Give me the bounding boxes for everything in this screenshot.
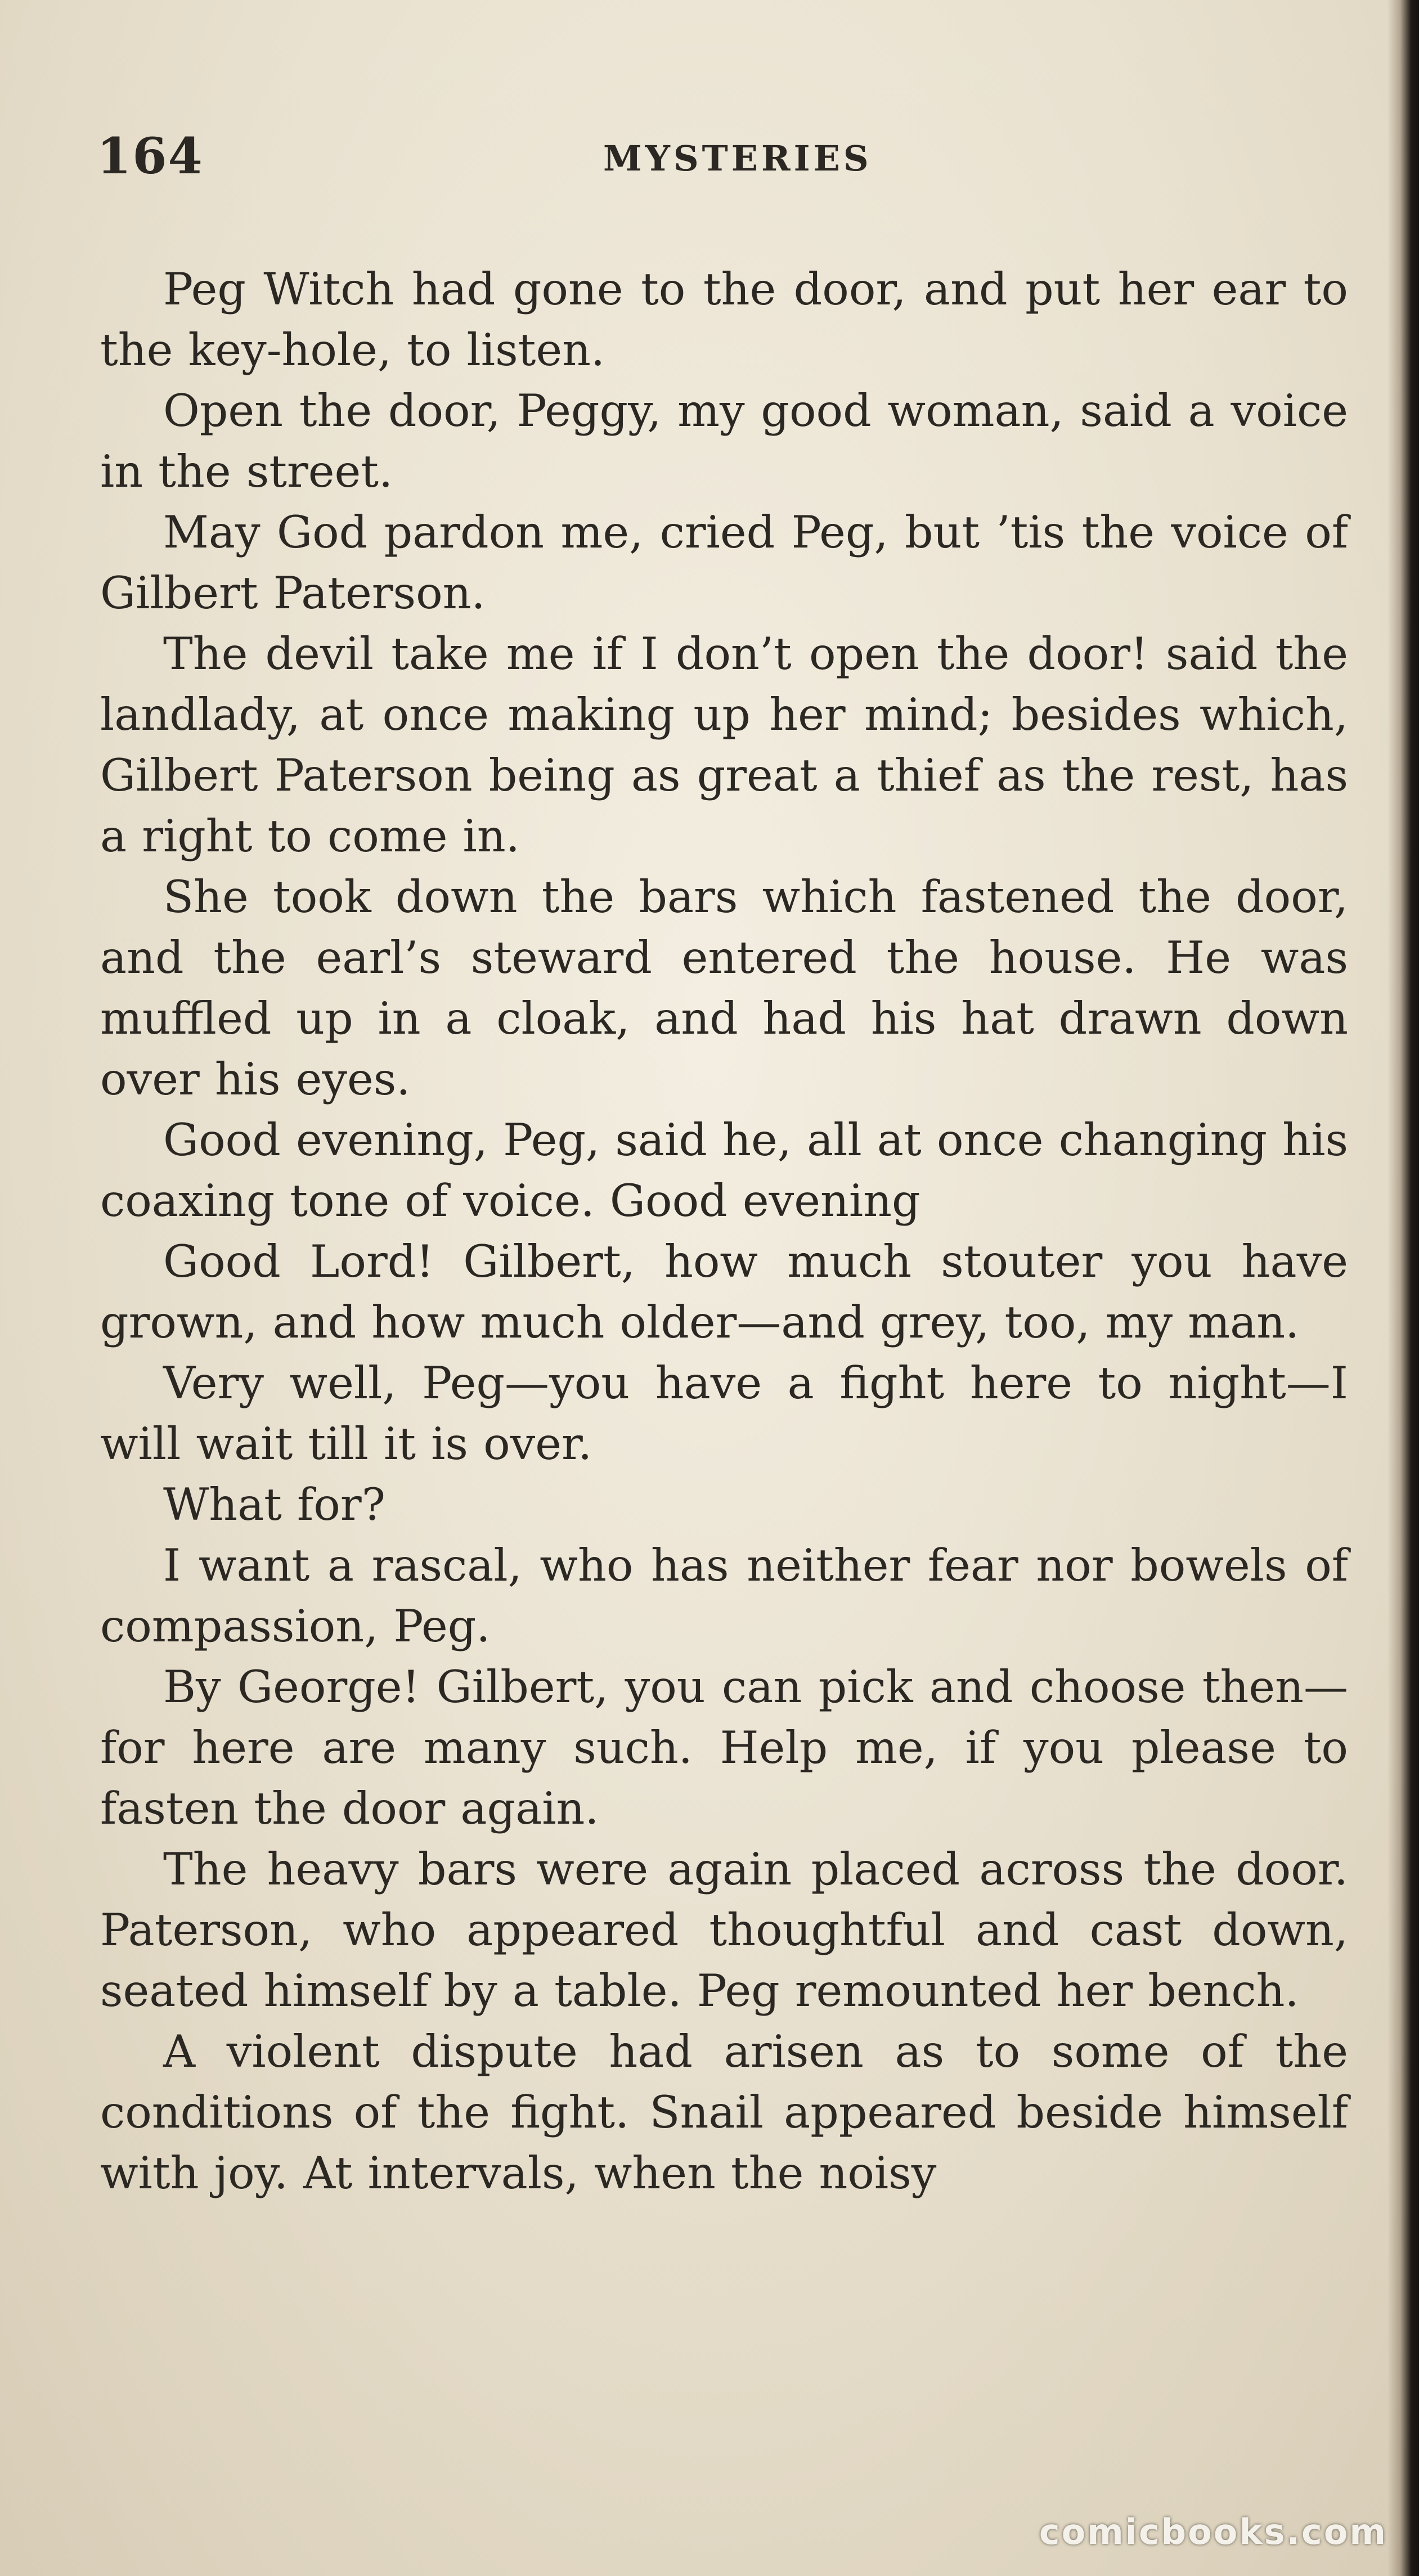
- paragraph: Good Lord! Gilbert, how much stouter you have grown, and how much older—and grey, too, my man.: [100, 1236, 1348, 1348]
- paragraph: By George! Gilbert, you can pick and choose then—for here are many such. Help me, if you please to fasten the door again.: [100, 1661, 1348, 1834]
- running-head: MYSTERIES: [603, 138, 872, 179]
- paragraph: Peg Witch had gone to the door, and put her ear to the key-hole, to listen.: [100, 263, 1348, 376]
- paragraph: The devil take me if I don’t open the door! said the landlady, at once making up her mind; besides which, Gilbert Paterson being as great a thief as the rest, has a right to come in.: [100, 628, 1348, 862]
- paragraph: Good evening, Peg, said he, all at once changing his coaxing tone of voice. Good evening: [100, 1114, 1348, 1227]
- paragraph: A violent dispute had arisen as to some of the conditions of the fight. Snail appeared beside himself with joy. At intervals, when the noisy: [100, 2026, 1348, 2199]
- paragraph: Very well, Peg—you have a fight here to night—I will wait till it is over.: [100, 1357, 1348, 1470]
- paragraph: I want a rascal, who has neither fear nor bowels of compassion, Peg.: [100, 1540, 1348, 1652]
- paragraph: She took down the bars which fastened the door, and the earl’s steward entered the house. He was muffled up in a cloak, and had his hat drawn down over his eyes.: [100, 871, 1348, 1105]
- watermark: comicbooks.com: [1039, 2511, 1387, 2552]
- paragraph: The heavy bars were again placed across the door. Paterson, who appeared thoughtful and cast down, seated himself by a table. Peg remounted her bench.: [100, 1843, 1348, 2017]
- paragraph: What for?: [163, 1479, 385, 1531]
- paragraph: Open the door, Peggy, my good woman, said a voice in the street.: [100, 385, 1348, 497]
- book-binding-edge: [1387, 0, 1419, 2576]
- body-text: [100, 259, 1348, 2203]
- paragraph: May God pardon me, cried Peg, but ’tis the voice of Gilbert Paterson.: [100, 506, 1348, 619]
- page-number: 164: [97, 127, 204, 185]
- page-header: [97, 125, 1351, 187]
